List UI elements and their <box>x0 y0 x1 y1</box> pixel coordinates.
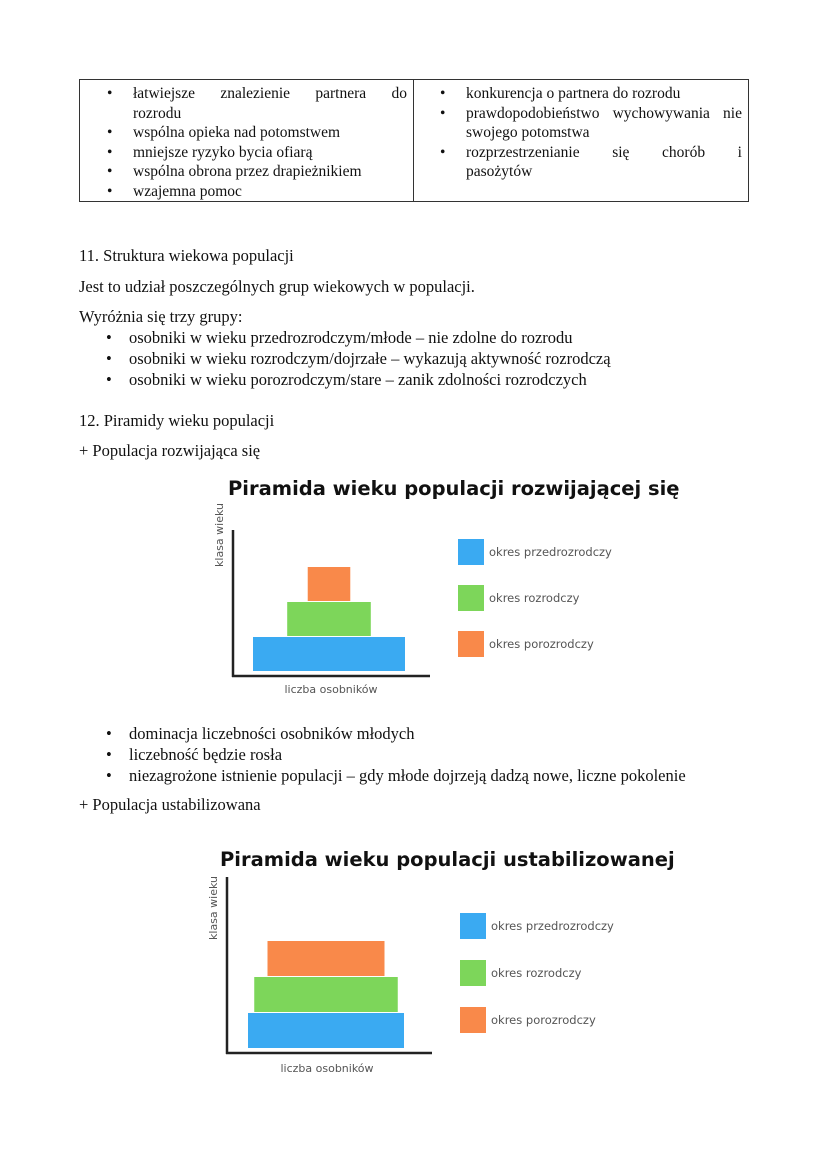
legend-label-3: okres porozrodczy <box>489 637 594 651</box>
pros-item: • wzajemna pomoc <box>80 182 407 202</box>
pros-item: • wspólna obrona przez drapieżnikiem <box>80 162 407 182</box>
pyramid-bar-3 <box>308 567 351 601</box>
developing-label: + Populacja rozwijająca się <box>79 441 261 460</box>
cons-item: • rozprzestrzenianie się chorób i pasożytów <box>414 143 742 182</box>
list-item: • dominacja liczebności osobników młodych <box>79 723 686 744</box>
list-item: • osobniki w wieku porozrodczym/stare – zanik zdolności rozrodczych <box>79 369 611 390</box>
pyramid-bar-1 <box>248 1013 404 1048</box>
legend-swatch-2 <box>460 960 486 986</box>
list-item: • liczebność będzie rosła <box>79 744 686 765</box>
cons-item: • konkurencja o partnera do rozrodu <box>414 84 742 104</box>
stable-label: + Populacja ustabilizowana <box>79 795 261 814</box>
pros-item: • wspólna opieka nad potomstwem <box>80 123 407 143</box>
chart-2 <box>200 872 640 1082</box>
cons-item: • prawdopodobieństwo wychowywania nie swojego potomstwa <box>414 104 742 143</box>
legend-swatch-2 <box>458 585 484 611</box>
chart-2-xlabel: liczba osobników <box>280 1062 374 1075</box>
pyramid-bar-1 <box>253 637 405 671</box>
legend-swatch-3 <box>458 631 484 657</box>
legend-label-2: okres rozrodczy <box>491 966 582 980</box>
list-item: • osobniki w wieku przedrozrodczym/młode – nie zdolne do rozrodu <box>79 327 611 348</box>
section-11-intro: Wyróżnia się trzy grupy: <box>79 307 243 326</box>
legend-swatch-1 <box>458 539 484 565</box>
chart-1-title: Piramida wieku populacji rozwijającej się <box>228 477 680 500</box>
pros-item: • łatwiejsze znalezienie partnera do rozrodu <box>80 84 407 123</box>
chart-1-ylabel: klasa wieku <box>213 503 226 567</box>
pros-cons-table <box>79 79 749 202</box>
legend-label-3: okres porozrodczy <box>491 1013 596 1027</box>
legend-label-1: okres przedrozrodczy <box>489 545 612 559</box>
developing-features-list <box>79 723 686 786</box>
section-12-heading: 12. Piramidy wieku populacji <box>79 411 275 430</box>
chart-1 <box>200 500 640 705</box>
pyramid-bar-2 <box>254 977 398 1012</box>
cons-column <box>414 80 748 201</box>
pyramid-bar-3 <box>268 941 385 976</box>
chart-2-title: Piramida wieku populacji ustabilizowanej <box>220 848 675 871</box>
pyramid-bar-2 <box>287 602 371 636</box>
legend-swatch-1 <box>460 913 486 939</box>
list-item: • osobniki w wieku rozrodczym/dojrzałe – wykazują aktywność rozrodczą <box>79 348 611 369</box>
legend-label-1: okres przedrozrodczy <box>491 919 614 933</box>
age-groups-list <box>79 327 611 390</box>
chart-1-xlabel: liczba osobników <box>284 683 378 696</box>
section-11-definition: Jest to udział poszczególnych grup wiekowych w populacji. <box>79 277 475 296</box>
list-item: • niezagrożone istnienie populacji – gdy młode dojrzeją dadzą nowe, liczne pokolenie <box>79 765 686 786</box>
legend-label-2: okres rozrodczy <box>489 591 580 605</box>
pros-column <box>80 80 414 201</box>
chart-2-ylabel: klasa wieku <box>207 876 220 940</box>
section-11-heading: 11. Struktura wiekowa populacji <box>79 246 294 265</box>
pros-item: • mniejsze ryzyko bycia ofiarą <box>80 143 407 163</box>
legend-swatch-3 <box>460 1007 486 1033</box>
